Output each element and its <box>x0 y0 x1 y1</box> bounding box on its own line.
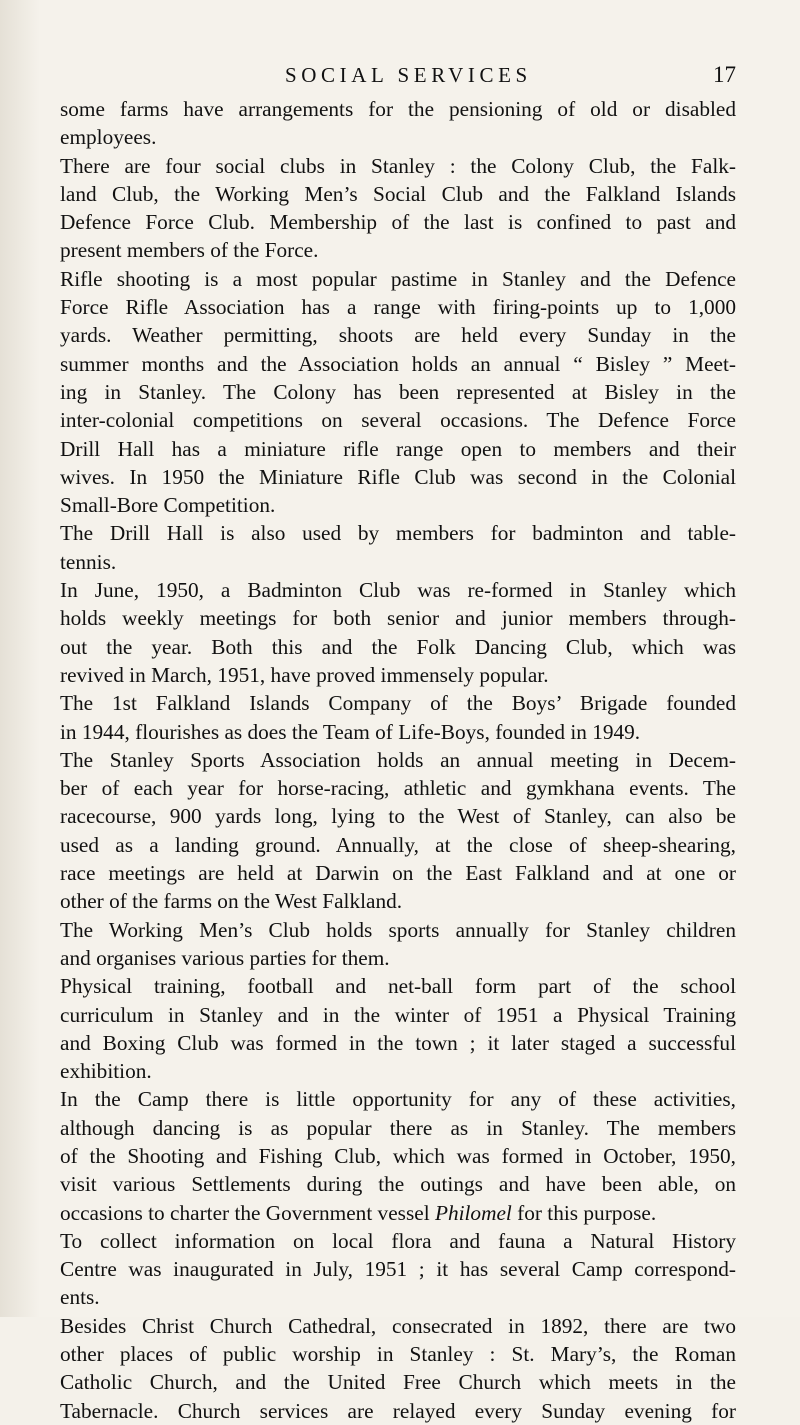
text-line: of the Shooting and Fishing Club, which was formed in October, 1950, <box>60 1143 736 1168</box>
text-line: land Club, the Working Men’s Social Club and the Falkland Islands <box>60 181 736 206</box>
text-line: Rifle shooting is a most popular pastime in Stanley and the Defence <box>60 266 736 291</box>
text-line: ents. <box>60 1285 100 1310</box>
text-line: Defence Force Club. Membership of the last is confined to past and <box>60 210 736 235</box>
text-line: curriculum in Stanley and in the winter of 1951 a Physical Training <box>60 1002 736 1027</box>
text-segment: for this purpose. <box>511 1200 657 1225</box>
text-line: other of the farms on the West Falkland. <box>60 889 403 914</box>
text-line: Catholic Church, and the United Free Church which meets in the <box>60 1370 736 1395</box>
paragraph <box>60 1085 736 1226</box>
text-line: racecourse, 900 yards long, lying to the West of Stanley, can also be <box>60 804 736 829</box>
paragraph <box>60 689 736 746</box>
text-line: summer months and the Association holds an annual “ Bisley ” Meet- <box>60 351 736 376</box>
paragraph <box>60 95 736 152</box>
text-segment: occasions to charter the Government vessel <box>60 1200 435 1225</box>
paragraph <box>60 916 736 973</box>
text-line: Physical training, football and net-ball form part of the school <box>60 974 736 999</box>
text-line: in 1944, flourishes as does the Team of Life-Boys, founded in 1949. <box>60 719 641 744</box>
text-line: In the Camp there is little opportunity for any of these activities, <box>60 1087 736 1112</box>
text-line: Besides Christ Church Cathedral, consecrated in 1892, there are two <box>60 1313 736 1338</box>
text-line: ber of each year for horse-racing, athletic and gymkhana events. The <box>60 776 736 801</box>
text-line: Force Rifle Association has a range with firing-points up to 1,000 <box>60 295 736 320</box>
text-line: The Stanley Sports Association holds an annual meeting in Decem- <box>60 747 736 772</box>
text-line: visit various Settlements during the outings and have been able, on <box>60 1172 736 1197</box>
paragraph <box>60 265 736 520</box>
text-line: present members of the Force. <box>60 238 319 263</box>
text-line: and organises various parties for them. <box>60 945 390 970</box>
vessel-name: Philomel <box>434 1200 512 1225</box>
text-line: some farms have arrangements for the pensioning of old or disabled <box>60 97 736 121</box>
text-line: Centre was inaugurated in July, 1951 ; it has several Camp correspond- <box>60 1257 736 1282</box>
text-line: In June, 1950, a Badminton Club was re-formed in Stanley which <box>60 578 736 603</box>
paragraph <box>60 1227 736 1312</box>
running-head: SOCIAL SERVICES <box>285 63 532 87</box>
body-text <box>60 95 736 1425</box>
text-line: other places of public worship in Stanley : St. Mary’s, the Roman <box>60 1342 736 1367</box>
text-line: inter-colonial competitions on several occasions. The Defence Force <box>60 408 736 433</box>
text-line: Drill Hall has a miniature rifle range open to members and their <box>60 436 736 461</box>
text-line: holds weekly meetings for both senior and junior members through- <box>60 606 736 631</box>
text-line: Tabernacle. Church services are relayed every Sunday evening for <box>60 1398 736 1423</box>
paragraph <box>60 576 736 689</box>
text-line: out the year. Both this and the Folk Dancing Club, which was <box>60 634 736 659</box>
text-line: Small-Bore Competition. <box>60 493 276 518</box>
paragraph <box>60 972 736 1085</box>
text-line: race meetings are held at Darwin on the East Falkland and at one or <box>60 861 736 886</box>
paragraph <box>60 1312 736 1425</box>
text-line: The Working Men’s Club holds sports annually for Stanley children <box>60 917 736 942</box>
paragraph <box>60 519 736 576</box>
paragraph <box>60 746 736 916</box>
text-line: used as a landing ground. Annually, at the close of sheep-shearing, <box>60 832 736 857</box>
text-line: wives. In 1950 the Miniature Rifle Club was second in the Colonial <box>60 464 736 489</box>
page-header <box>60 60 736 90</box>
text-line: exhibition. <box>60 1059 152 1084</box>
page-number: 17 <box>713 62 736 87</box>
text-line: and Boxing Club was formed in the town ; it later staged a successful <box>60 1030 736 1055</box>
text-line <box>60 1199 736 1227</box>
text-line: To collect information on local flora and fauna a Natural History <box>60 1228 736 1253</box>
text-line: employees. <box>60 125 157 150</box>
text-line: The Drill Hall is also used by members for badminton and table- <box>60 521 736 546</box>
text-line: There are four social clubs in Stanley : the Colony Club, the Falk- <box>60 153 736 178</box>
text-line: revived in March, 1951, have proved immensely popular. <box>60 662 549 687</box>
text-line: The 1st Falkland Islands Company of the Boys’ Brigade founded <box>60 691 736 716</box>
paragraph <box>60 152 736 265</box>
text-line: yards. Weather permitting, shoots are held every Sunday in the <box>60 323 736 348</box>
text-line: ing in Stanley. The Colony has been represented at Bisley in the <box>60 379 736 404</box>
text-line: tennis. <box>60 549 117 574</box>
text-line: although dancing is as popular there as in Stanley. The members <box>60 1115 736 1140</box>
